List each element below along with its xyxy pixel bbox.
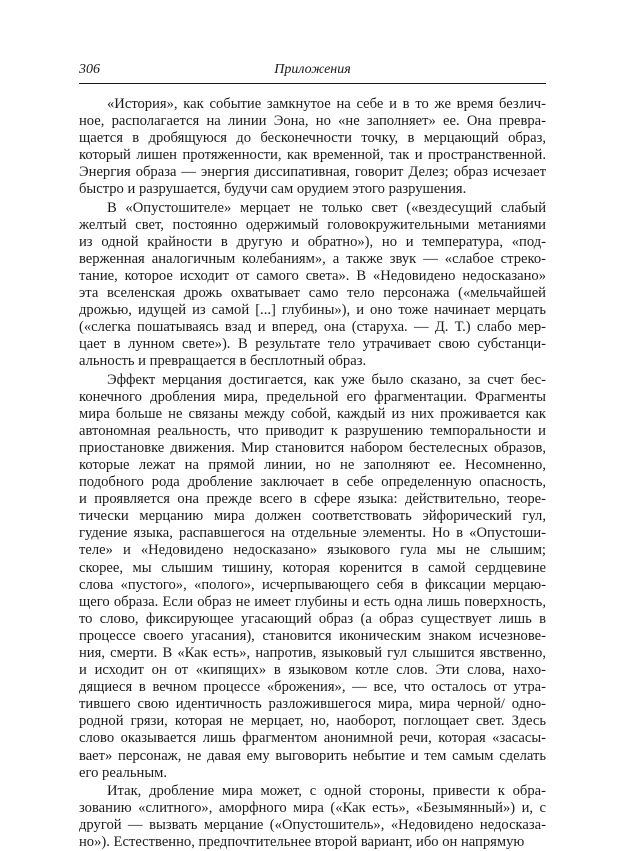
text-line: мира больше не связаны между собой, каждый из них проживается как: [79, 405, 546, 422]
text-line: автономная реальность, что приводит к разрушению темпоральности и: [79, 422, 546, 439]
text-line: тически мерцанию мира должен соответствовать эйфорический гул,: [79, 508, 546, 525]
text-line: и проявляется она прежде всего в сфере языка: действительно, теоре-: [79, 491, 546, 508]
text-line: дящиеся в вечном процессе «брожения», — все, что осталось от утра-: [79, 679, 546, 696]
text-line: быстро и разрушается, будучи сам орудием этого разрушения.: [79, 181, 467, 198]
text-line: вает» персонаж, не давая ему выговорить небытие и тем самым сделать: [79, 747, 546, 764]
text-line: скорее, мы слышим тишину, которая коренится в самой сердцевине: [79, 559, 546, 576]
text-line: который лишен протяженности, как временной, так и пространственной.: [79, 147, 546, 164]
text-line: конечного дробления мира, предельной его фрагментации. Фрагменты: [79, 388, 546, 405]
text-line: цает в лунном свете»). В результате тело утрачивает свою субстанци-: [79, 336, 546, 353]
text-line: («слегка пошатываясь взад и вперед, она (старуха. — Д. Т.) слабо мер-: [79, 319, 546, 336]
text-line: верженная аналогичным колебаниям», а также звук — «слабое стреко-: [79, 250, 546, 267]
text-line: слова «пустого», «полого», исчерпывающего себя в фиксации мерцаю-: [79, 576, 546, 593]
text-line: слово оказывается лишь фрагментом анонимной речи, которая «засасы-: [79, 730, 546, 747]
text-line: гудение языка, распавшегося на отдельные элементы. Но в «Опустоши-: [79, 525, 546, 542]
text-line: тившего свою идентичность разложившегося мира, мира черной/ одно-: [79, 696, 546, 713]
text-line: ное, располагается на линии Эона, но «не заполняет» ее. Она превра-: [79, 113, 546, 130]
text-line: желтый свет, постоянно одержимый головокружительными метаниями: [79, 216, 546, 233]
body-text: [79, 96, 546, 851]
text-line: Эффект мерцания достигается, как уже было сказано, за счет бес-: [107, 371, 546, 388]
text-line: то слово, фиксирующее угасающий образ (а образ существует лишь в: [79, 610, 546, 627]
paragraph: [79, 200, 546, 371]
text-line: В «Опустошителе» мерцает не только свет («вездесущий слабый: [107, 199, 546, 216]
text-line: подобного рода дробление заключает в себе определенную опасность,: [79, 474, 546, 491]
text-line: другой — вызвать мерцание («Опустошитель», «Недовидено недосказа-: [79, 816, 546, 833]
text-line: Энергия образа — энергия диссипативная, говорит Делез; образ исчезает: [79, 164, 546, 181]
section-title: Приложения: [274, 62, 351, 77]
text-line: Итак, дробление мира может, с одной стороны, привести к обра-: [107, 782, 546, 799]
text-line: из одной крайности в другую и обратно»), но и температура, «под-: [79, 233, 546, 250]
text-line: альность и превращается в бесплотный образ.: [79, 353, 367, 370]
text-line: «История», как событие замкнутое на себе и в то же время безлич-: [107, 96, 546, 112]
paragraph: [79, 372, 546, 782]
text-line: теле» и «Недовидено недосказано» языкового гула мы не слышим;: [79, 542, 546, 559]
text-line: щается в дробящуюся до бесконечности точку, в мерцающий образ,: [79, 130, 546, 147]
text-line: процессе своего угасания), становится иконическим знаком исчезнове-: [79, 627, 546, 644]
paragraph: [79, 96, 546, 199]
text-line: тание, которое исходит от самого света». В «Недовидено недосказано»: [79, 267, 546, 284]
text-line: щего образа. Если образ не имеет глубины и есть одна лишь поверхность,: [79, 593, 546, 610]
text-line: дрожью, идущей из самой [...] глубины»), и оно тоже начинает мерцать: [79, 302, 546, 319]
text-line: родной грязи, которая не мерцает, но, наоборот, поглощает свет. Здесь: [79, 713, 546, 730]
text-line: но»). Естественно, предпочтительнее второй вариант, ибо он напрямую: [79, 834, 525, 851]
text-line: приостановке движения. Мир становится набором бестелесных образов,: [79, 439, 546, 456]
text-line: ния, смерти. В «Как есть», напротив, языковый гул слышится явственно,: [79, 645, 546, 661]
paragraph: [79, 783, 546, 851]
text-line: которые лежат на прямой линии, но не заполняют ее. Несомненно,: [79, 456, 546, 473]
text-line: зованию «слитного», аморфного мира («Как есть», «Безымянный») и, с: [79, 799, 546, 816]
text-line: его реальным.: [79, 764, 168, 781]
text-line: эта вселенская дрожь охватывает само тело персонажа («мельчайшей: [79, 285, 546, 302]
text-line: и исходит он от «кипящих» в языковом котле слов. Эти слова, нахо-: [79, 662, 546, 679]
page-number: 306: [79, 62, 100, 77]
header-rule: [79, 83, 546, 84]
